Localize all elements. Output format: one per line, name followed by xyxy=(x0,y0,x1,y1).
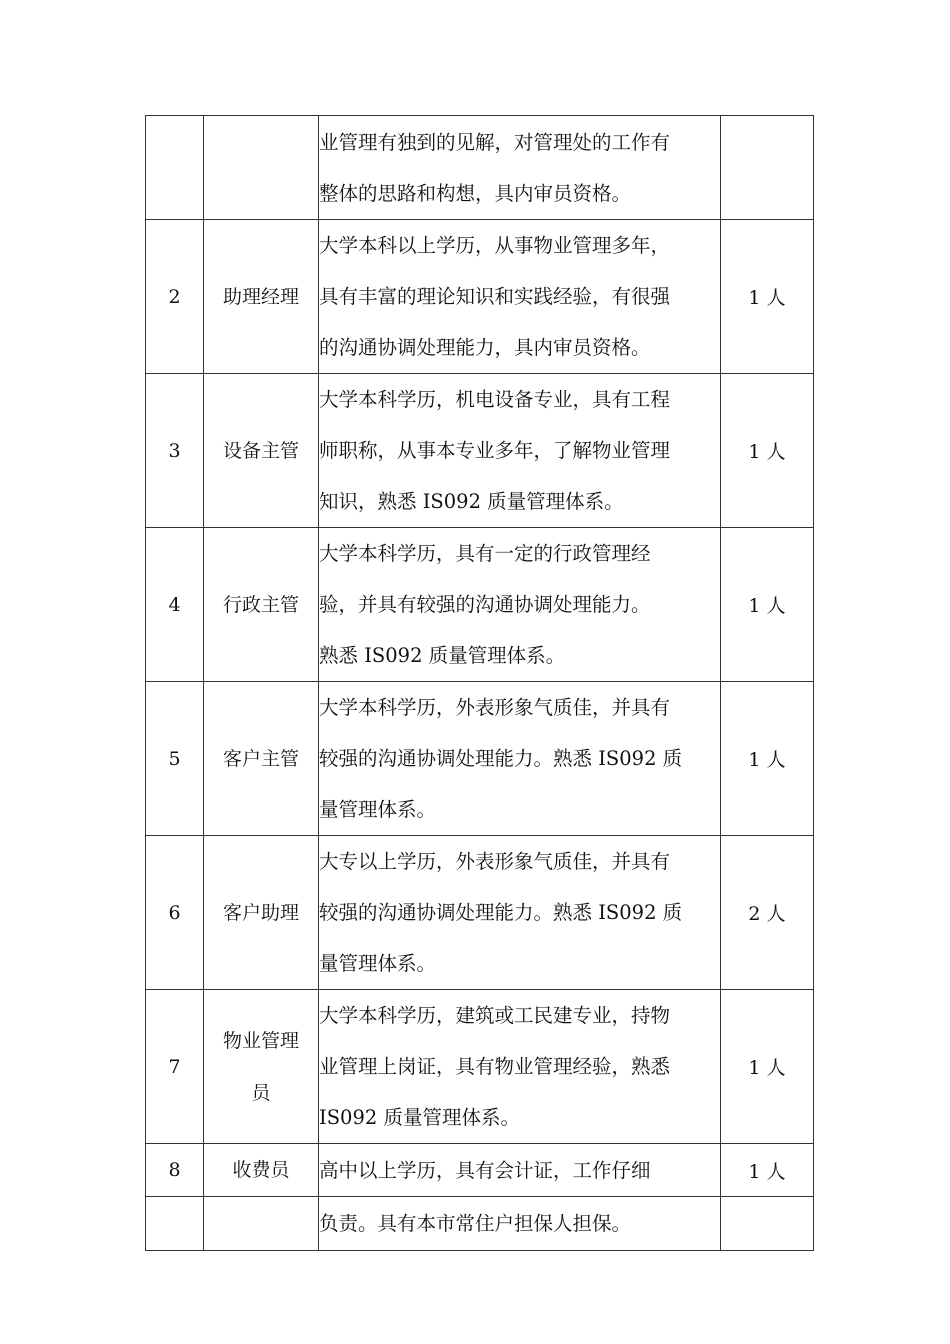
position-name: 助理经理 xyxy=(204,220,319,374)
requirement-line: 负责。具有本市常住户担保人担保。 xyxy=(319,1212,632,1235)
row-number: 2 xyxy=(146,220,204,374)
table-row xyxy=(146,220,814,374)
requirement-line: 大学本科学历，建筑或工民建专业，持物 xyxy=(319,1004,671,1027)
headcount: 2 人 xyxy=(721,836,814,990)
table-row xyxy=(146,528,814,682)
requirements xyxy=(319,682,721,836)
requirement-line: 的沟通协调处理能力，具内审员资格。 xyxy=(319,336,651,359)
requirements xyxy=(319,528,721,682)
position-name: 客户助理 xyxy=(204,836,319,990)
requirement-line: 业管理上岗证，具有物业管理经验，熟悉 xyxy=(319,1055,671,1078)
requirement-line: 高中以上学历，具有会计证，工作仔细 xyxy=(319,1158,651,1182)
headcount: 1 人 xyxy=(721,990,814,1144)
table-row xyxy=(146,990,814,1144)
row-number: 4 xyxy=(146,528,204,682)
requirement-line: 量管理体系。 xyxy=(319,798,437,821)
requirement-line: 熟悉 IS092 质量管理体系。 xyxy=(319,644,566,667)
staffing-table xyxy=(145,115,814,1251)
headcount: 1 人 xyxy=(721,1144,814,1197)
requirement-line: 师职称，从事本专业多年，了解物业管理 xyxy=(319,439,671,462)
requirement-line: 量管理体系。 xyxy=(319,952,437,975)
requirement-line: 整体的思路和构想，具内审员资格。 xyxy=(319,181,632,205)
position-name: 设备主管 xyxy=(204,374,319,528)
row-number: 6 xyxy=(146,836,204,990)
row-number xyxy=(146,1197,204,1251)
headcount: 1 人 xyxy=(721,528,814,682)
table-row xyxy=(146,1197,814,1251)
headcount: 1 人 xyxy=(721,374,814,528)
requirement-line: 大学本科学历，具有一定的行政管理经 xyxy=(319,542,651,565)
row-number: 7 xyxy=(146,990,204,1144)
position-line: 员 xyxy=(251,1081,271,1104)
requirement-line: IS092 质量管理体系。 xyxy=(319,1106,520,1129)
position-name: 客户主管 xyxy=(204,682,319,836)
requirement-line: 业管理有独到的见解，对管理处的工作有 xyxy=(319,130,671,154)
table-row xyxy=(146,374,814,528)
requirement-line: 大专以上学历，外表形象气质佳，并具有 xyxy=(319,850,671,873)
requirements xyxy=(319,1144,721,1197)
position-name xyxy=(204,1197,319,1251)
row-number: 5 xyxy=(146,682,204,836)
requirements xyxy=(319,220,721,374)
table-row xyxy=(146,1144,814,1197)
requirement-line: 知识，熟悉 IS092 质量管理体系。 xyxy=(319,490,624,513)
position-name: 行政主管 xyxy=(204,528,319,682)
headcount xyxy=(721,1197,814,1251)
requirement-line: 大学本科学历，外表形象气质佳，并具有 xyxy=(319,696,671,719)
headcount: 1 人 xyxy=(721,220,814,374)
requirement-line: 较强的沟通协调处理能力。熟悉 IS092 质 xyxy=(319,901,683,924)
table-row xyxy=(146,682,814,836)
requirement-line: 较强的沟通协调处理能力。熟悉 IS092 质 xyxy=(319,747,683,770)
position-name xyxy=(204,116,319,220)
requirements xyxy=(319,116,721,220)
requirements xyxy=(319,374,721,528)
requirements xyxy=(319,990,721,1144)
table-row xyxy=(146,836,814,990)
requirements xyxy=(319,836,721,990)
row-number: 3 xyxy=(146,374,204,528)
table-row xyxy=(146,116,814,220)
requirement-line: 具有丰富的理论知识和实践经验，有很强 xyxy=(319,285,671,308)
headcount xyxy=(721,116,814,220)
row-number xyxy=(146,116,204,220)
row-number: 8 xyxy=(146,1144,204,1197)
requirement-line: 大学本科以上学历，从事物业管理多年， xyxy=(319,234,671,257)
position-line: 物业管理 xyxy=(222,1029,299,1052)
headcount: 1 人 xyxy=(721,682,814,836)
requirement-line: 验，并具有较强的沟通协调处理能力。 xyxy=(319,593,651,616)
requirements xyxy=(319,1197,721,1251)
position-name: 收费员 xyxy=(204,1144,319,1197)
position-name xyxy=(204,990,319,1144)
requirement-line: 大学本科学历，机电设备专业，具有工程 xyxy=(319,388,671,411)
